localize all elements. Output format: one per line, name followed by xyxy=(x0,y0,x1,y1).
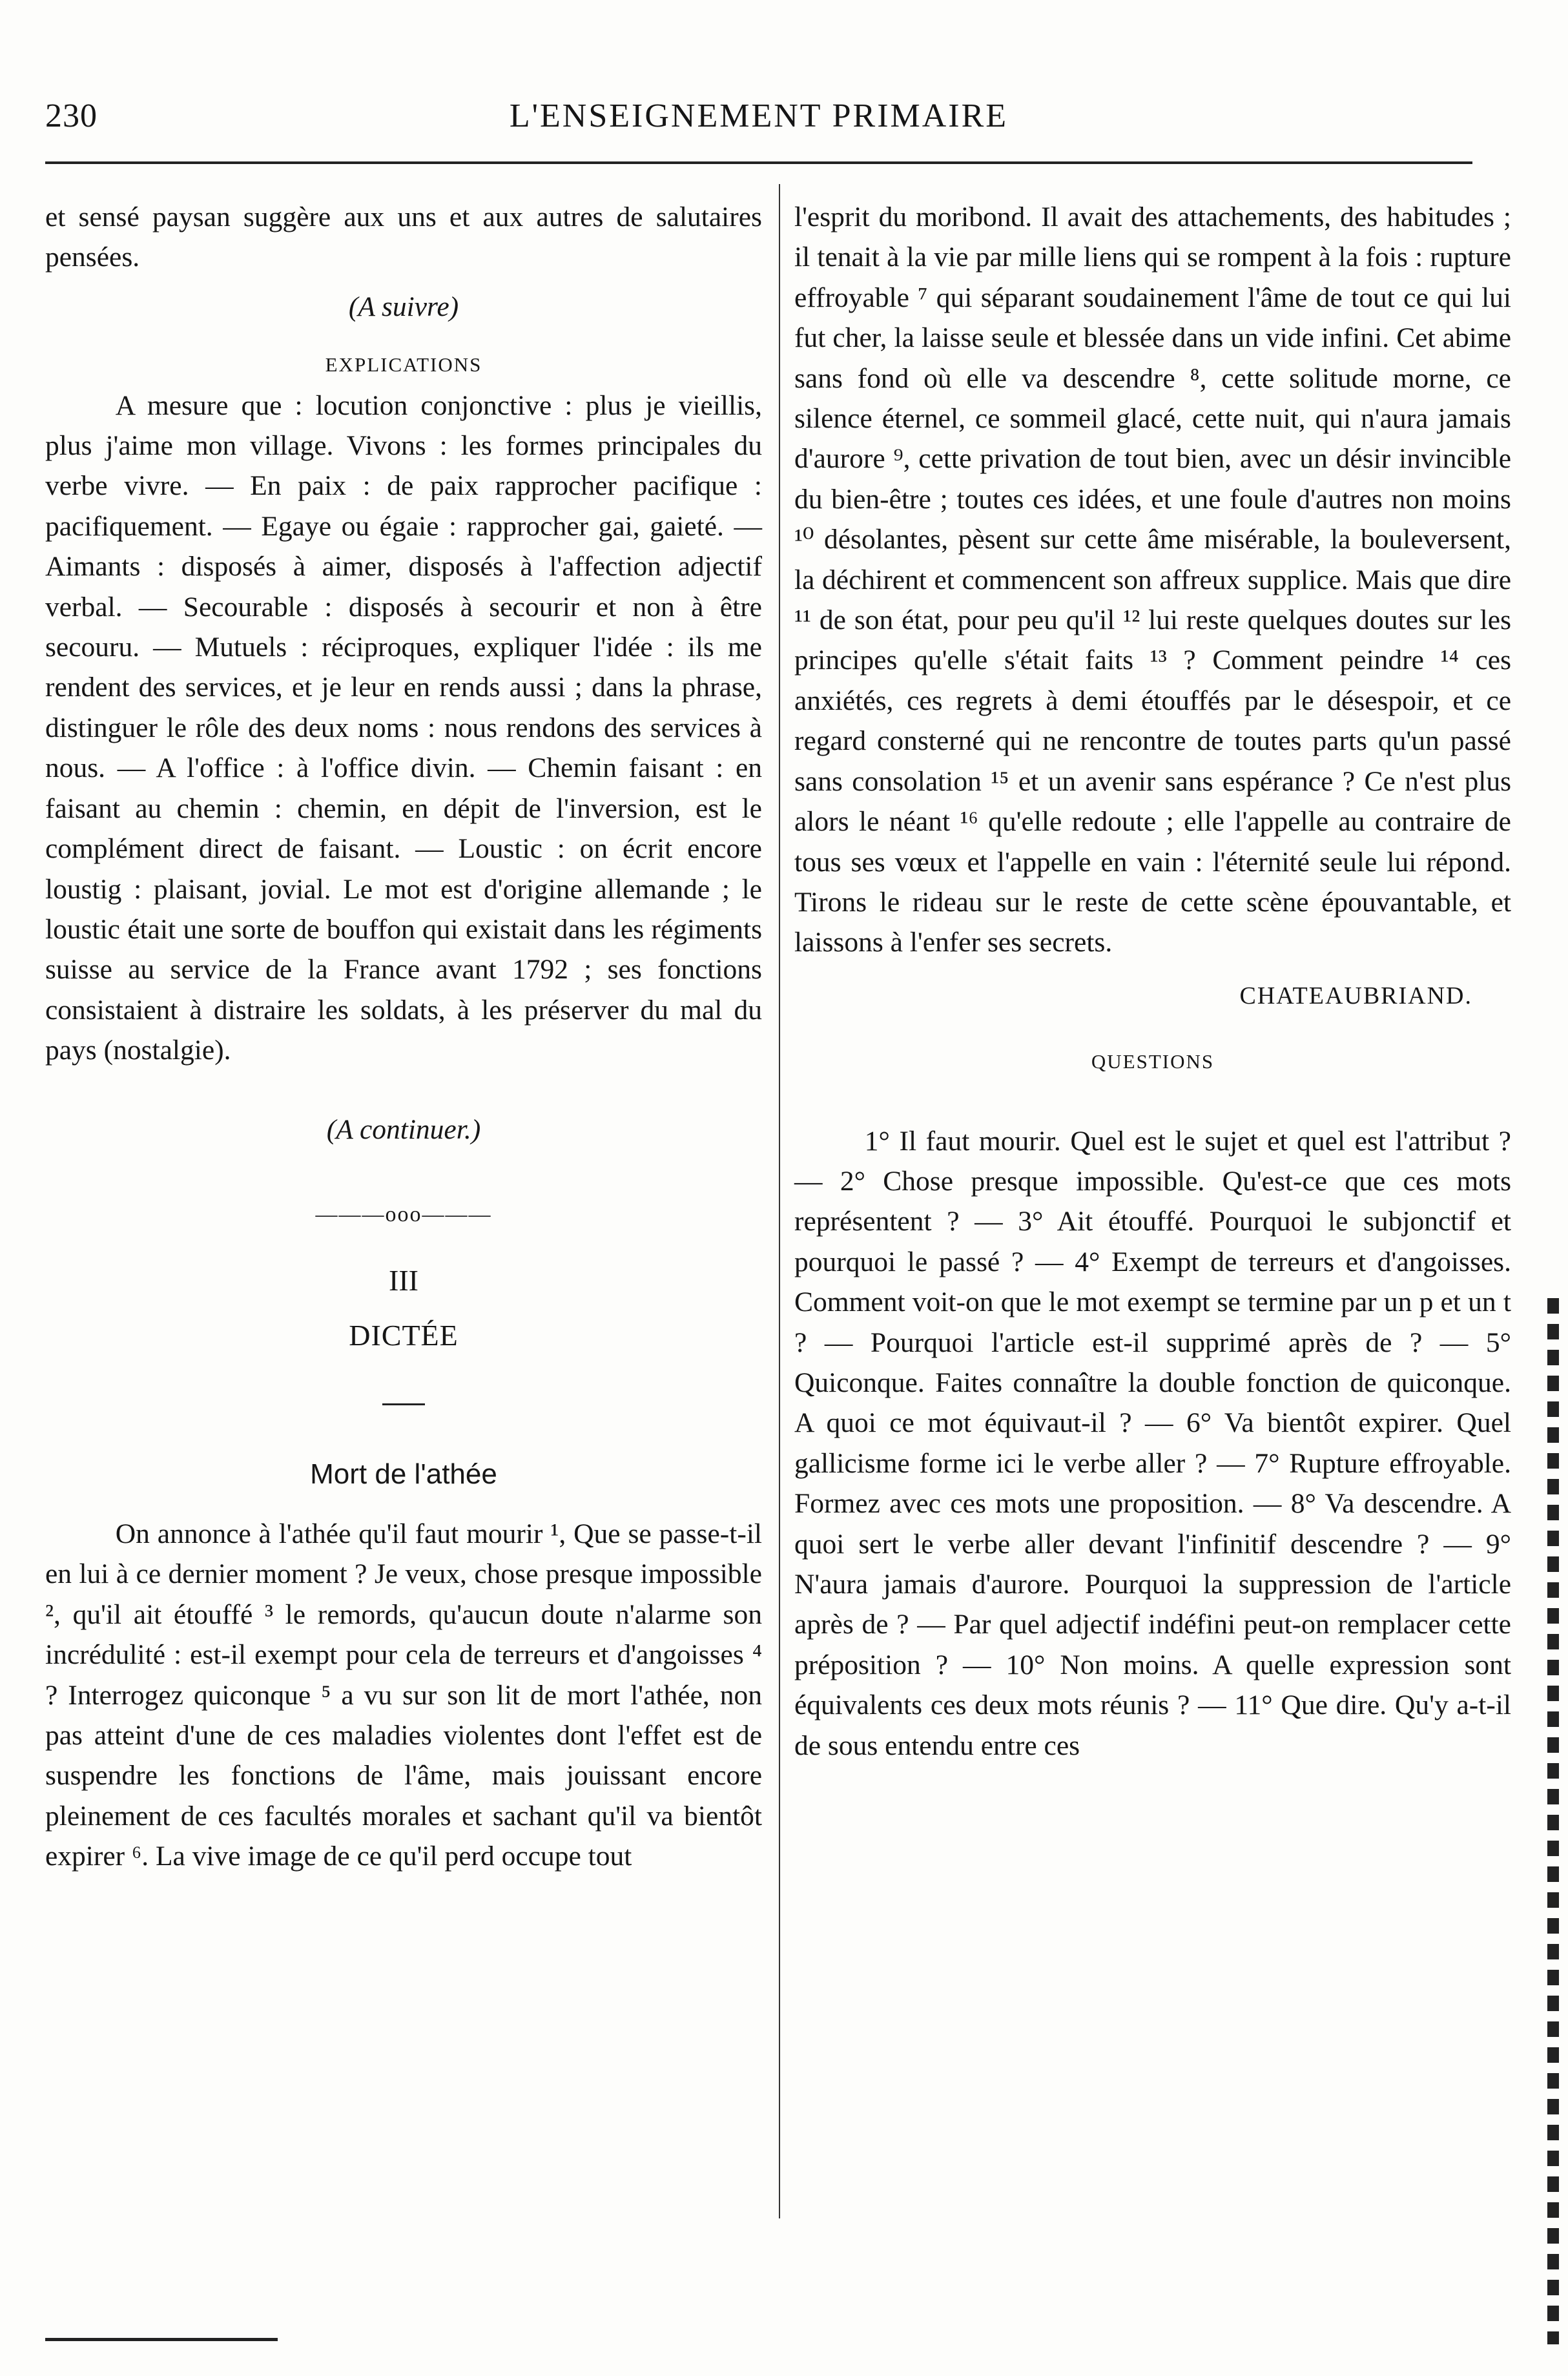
header-rule xyxy=(45,161,1472,164)
to-follow-note: (A suivre) xyxy=(348,291,459,322)
title-dash xyxy=(45,1381,762,1421)
page-number: 230 xyxy=(45,98,98,134)
scan-edge-mark xyxy=(1547,1298,1559,2344)
questions-heading: QUESTIONS xyxy=(1091,1050,1215,1073)
dictation-paragraph-right: l'esprit du moribond. Il avait des attachements, des habitudes ; il tenait à la vie par mille liens qui se rompent à la fois : rupture effroyable ⁷ qui séparant soudainement l'âme de tout ce qui lui fut cher, la laisse seule et blessée dans un vide infini. Cet abime sans fond où elle va descendre ⁸, cette solitude morne, ce silence éternel, ce sommeil glacé, cette nuit, qui n'aura jamais d'aurore ⁹, cette privation de tout bien, avec un désir invincible du bien-être ; toutes ces idées, et une foule d'autres non moins ¹⁰ désolantes, pèsent sur cette âme misérable, la bouleversent, la déchirent et commencent son affreux supplice. Mais que dire ¹¹ de son état, pour peu qu'il ¹² lui reste quelques doutes sur les principes qu'elle s'était faits ¹³ ? Comment peindre ¹⁴ ces anxiétés, ces regrets à demi étouffés par le désespoir, et ce regard consterné qui ne rencontre de toutes parts qu'un passé sans consolation ¹⁵ et un avenir sans espérance ? Ce n'est plus alors le néant ¹⁶ qu'elle redoute ; elle l'appelle au contraire de tous ses vœux et l'appelle en vain : l'éternité seule lui répond. Tirons le rideau sur le reste de cette scène épouvantable, et laissons à l'enfer ses secrets. xyxy=(794,201,1511,958)
author-signature: CHATEAUBRIAND. xyxy=(1239,982,1472,1009)
column-divider xyxy=(779,184,780,2218)
right-column xyxy=(794,197,1511,1766)
explications-heading: EXPLICATIONS xyxy=(325,353,482,377)
section-number: III xyxy=(389,1264,418,1297)
page-header xyxy=(45,97,1472,149)
scan-bottom-mark xyxy=(45,2338,278,2341)
intro-paragraph: et sensé paysan suggère aux uns et aux autres de salutaires pensées. xyxy=(45,201,762,273)
explications-paragraph: A mesure que : locution conjonctive : plus je vieillis, plus j'aime mon village. Vivons : les formes principales du verbe vivre. — En paix : de paix rapprocher pacifique : pacifiquement. — Egaye ou égaie : rapprocher gai, gaieté. — Aimants : disposés à aimer, disposés à l'affection adjectif verbal. — Secourable : disposés à secourir et non à être secouru. — Mutuels : réciproques, expliquer l'idée : ils me rendent des services, et je leur en rends aussi ; dans la phrase, distinguer le rôle des deux noms : nous rendons des services à nous. — A l'office : à l'office divin. — Chemin faisant : en faisant au chemin : chemin, en dépit de l'inversion, est le complément direct de faisant. — Loustic : on écrit encore loustig : plaisant, jovial. Le mot est d'origine allemande ; le loustic était une sorte de bouffon qui existait dans les régiments suisse au service de la France avant 1792 ; ses fonctions consistaient à distraire les soldats, à les préserver du mal du pays (nostalgie). xyxy=(45,389,762,1066)
to-continue-note: (A continuer.) xyxy=(326,1113,481,1145)
left-column xyxy=(45,197,762,1877)
dictation-paragraph-left: On annonce à l'athée qu'il faut mourir ¹, Que se passe-t-il en lui à ce dernier moment ? Je veux, chose presque impossible ², qu'il ait étouffé ³ le remords, qu'aucun doute n'alarme son incrédulité : est-il exempt pour cela de terreurs et d'angoisses ⁴ ? Interrogez quiconque ⁵ a vu sur son lit de mort l'athée, non pas atteint d'une de ces maladies violentes dont l'effet est de suspendre les fonctions de l'âme, mais jouissant encore pleinement de ces facultés morales et sachant qu'il va bientôt expirer ⁶. La vive image de ce qu'il perd occupe tout xyxy=(45,1518,762,1872)
questions-paragraph: 1° Il faut mourir. Quel est le sujet et quel est l'attribut ? — 2° Chose presque impossible. Qu'est-ce que ces mots représentent ? — 3° Ait étouffé. Pourquoi le subjonctif et pourquoi le passé ? — 4° Exempt de terreurs et d'angoisses. Comment voit-on que le mot exempt se termine par un p et un t ? — Pourquoi l'article est-il supprimé après de ? — 5° Quiconque. Faites connaître la double fonction de quiconque. A quoi ce mot équivaut-il ? — 6° Va bientôt expirer. Quel gallicisme forme ici le verbe aller ? — 7° Rupture effroyable. Formez avec ces mots une proposition. — 8° Va descendre. A quoi sert le verbe aller devant l'infinitif descendre ? — 9° N'aura jamais d'aurore. Pourquoi la suppression de l'article après de ? — Par quel adjectif indéfini peut-on remplacer cette préposition ? — 10° Non moins. A quelle expression sont équivalents ces deux mots réunis ? — 11° Que dire. Qu'y a-t-il de sous entendu entre ces xyxy=(794,1125,1511,1761)
dictation-title: Mort de l'athée xyxy=(310,1458,497,1490)
running-title: L'ENSEIGNEMENT PRIMAIRE xyxy=(509,98,1009,134)
section-title: DICTÉE xyxy=(349,1318,459,1352)
separator-ornament: ———ooo——— xyxy=(315,1202,492,1226)
